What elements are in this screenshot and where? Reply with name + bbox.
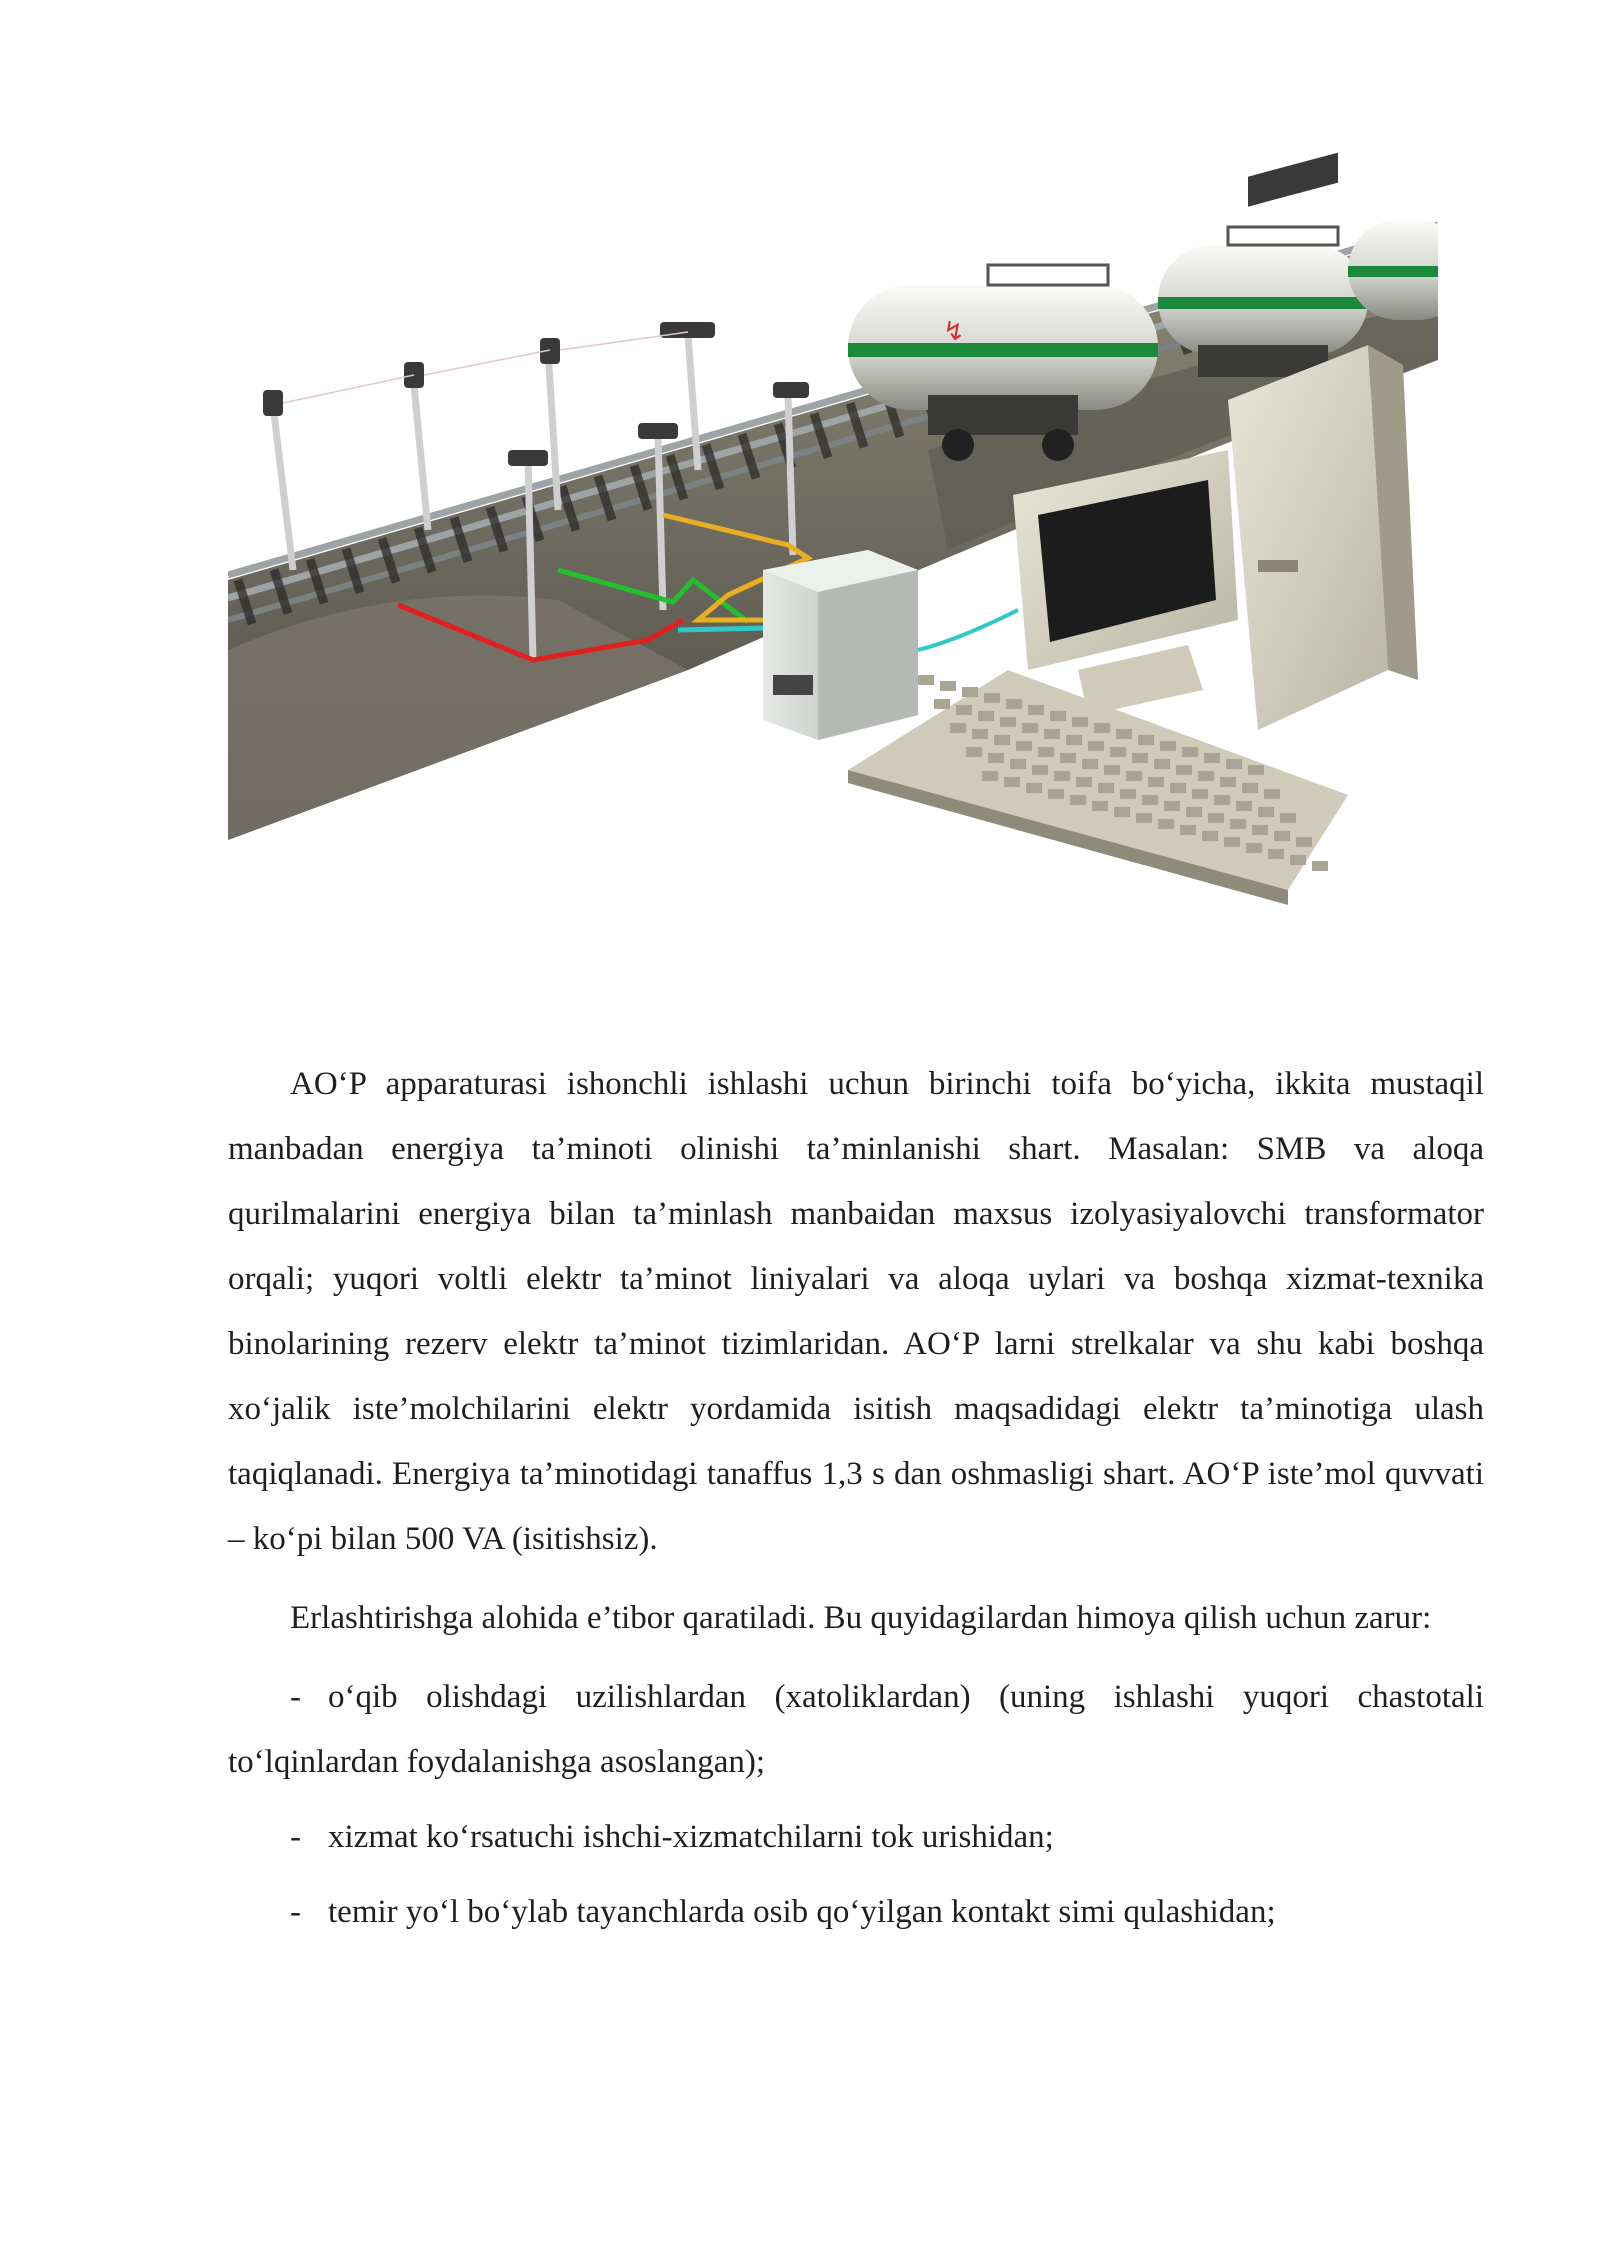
list-dash: -: [290, 1679, 301, 1715]
list-dash: -: [290, 1894, 301, 1930]
svg-text:↯: ↯: [943, 317, 965, 347]
list-item-text: xizmat ko‘rsatuchi ishchi-xizmatchilarni tok urishidan;: [328, 1819, 1054, 1855]
list-item: [228, 1880, 1484, 1945]
paragraph-grounding: Erlashtirishga alohida e’tibor qaratiladi. Bu quyidagilardan himoya qilish uchun zarur:: [290, 1600, 1432, 1636]
paragraph-power-supply: AO‘P apparaturasi ishonchli ishlashi uchun birinchi toifa bo‘yicha, ikkita mustaqil manbadan energiya ta’minoti olinishi ta’minlanishi shart. Masalan: SMB va aloqa qurilmalarini energiya bilan ta’minlash manbaidan maxsus izolyasiyalovchi transformator orqali; yuqori voltli elektr ta’minot liniyalari va aloqa uylari va boshqa xizmat-texnika binolarining rezerv elektr ta’minot tizimlaridan. AO‘P larni strelkalar va shu kabi boshqa xo‘jalik iste’molchilarini elektr yordamida isitish maqsadidagi elektr ta’minotiga ulash taqiqlanadi. Energiya ta’minotidagi tanaffus 1,3 s dan oshmasligi shart. AO‘P iste’mol quvvati – ko‘pi bilan 500 VA (isitishsiz).: [228, 1066, 1484, 1557]
list-item: [228, 1805, 1484, 1870]
list-dash: -: [290, 1819, 301, 1855]
document-text: [228, 1052, 1484, 1955]
list-item-text: temir yo‘l bo‘ylab tayanchlarda osib qo‘yilgan kontakt simi qulashidan;: [328, 1894, 1276, 1930]
computer-monitor-icon: [1013, 450, 1238, 715]
railway-monitoring-illustration: [228, 150, 1438, 1020]
list-item-text: o‘qib olishdagi uzilishlardan (xatoliklardan) (uning ishlashi yuqori chastotali to‘lqinlardan foydalanishga asoslangan);: [228, 1679, 1484, 1780]
list-item: [228, 1665, 1484, 1795]
